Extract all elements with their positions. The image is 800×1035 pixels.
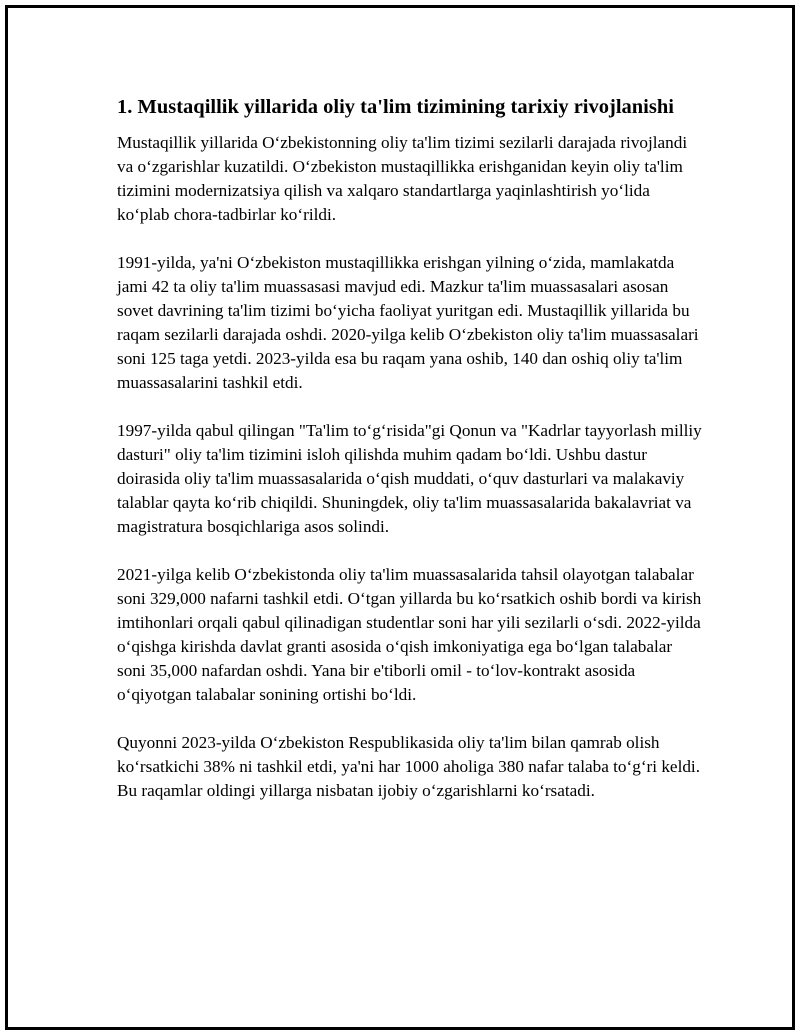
paragraph-2023: Quyonni 2023-yilda O‘zbekiston Respublikasida oliy ta'lim bilan qamrab olish ko‘rsatkichi 38% ni tashkil etdi, ya'ni har 1000 aholiga 380 nafar talaba to‘g‘ri keldi. Bu raqamlar oldingi yillarga nisbatan ijobiy o‘zgarishlarni ko‘rsatadi.: [117, 733, 701, 800]
paragraph-intro: Mustaqillik yillarida O‘zbekistonning oliy ta'lim tizimi sezilarli darajada rivojlandi va o‘zgarishlar kuzatildi. O‘zbekiston mustaqillikka erishganidan keyin oliy ta'lim tizimini modernizatsiya qilish va xalqaro standartlarga yaqinlashtirish yo‘lida ko‘plab chora-tadbirlar ko‘rildi.: [117, 133, 688, 224]
page-title: 1. Mustaqillik yillarida oliy ta'lim tizimining tarixiy rivojlanishi: [117, 96, 674, 118]
document-body: [117, 93, 702, 827]
paragraph-1991: 1991-yilda, ya'ni O‘zbekiston mustaqillikka erishgan yilning o‘zida, mamlakatda jami 42 ta oliy ta'lim muassasasi mavjud edi. Mazkur ta'lim muassasalari asosan sovet davrining ta'lim tizimi bo‘yicha faoliyat yuritgan edi. Mustaqillik yillarida bu raqam sezilarli darajada oshdi. 2020-yilga kelib O‘zbekiston oliy ta'lim muassasalari soni 125 taga yetdi. 2023-yilda esa bu raqam yana oshib, 140 dan oshiq oliy ta'lim muassasalarini tashkil etdi.: [117, 253, 699, 392]
paragraph-2021: 2021-yilga kelib O‘zbekistonda oliy ta'lim muassasalarida tahsil olayotgan talabalar soni 329,000 nafarni tashkil etdi. O‘tgan yillarda bu ko‘rsatkich oshib bordi va kirish imtihonlari orqali qabul qilinadigan studentlar soni har yili sezilarli o‘sdi. 2022-yilda o‘qishga kirishda davlat granti asosida o‘qish imkoniyatiga ega bo‘lgan talabalar soni 35,000 nafardan oshdi. Yana bir e'tiborli omil - to‘lov-kontrakt asosida o‘qiyotgan talabalar sonining ortishi bo‘ldi.: [117, 565, 702, 704]
paragraph-1997: 1997-yilda qabul qilingan "Ta'lim to‘g‘risida"gi Qonun va "Kadrlar tayyorlash milliy dasturi" oliy ta'lim tizimini isloh qilishda muhim qadam bo‘ldi. Ushbu dastur doirasida oliy ta'lim muassasalarida o‘qish muddati, o‘quv dasturlari va malakaviy talablar qayta ko‘rib chiqildi. Shuningdek, oliy ta'lim muassasalarida bakalavriat va magistratura bosqichlariga asos solindi.: [117, 421, 702, 536]
